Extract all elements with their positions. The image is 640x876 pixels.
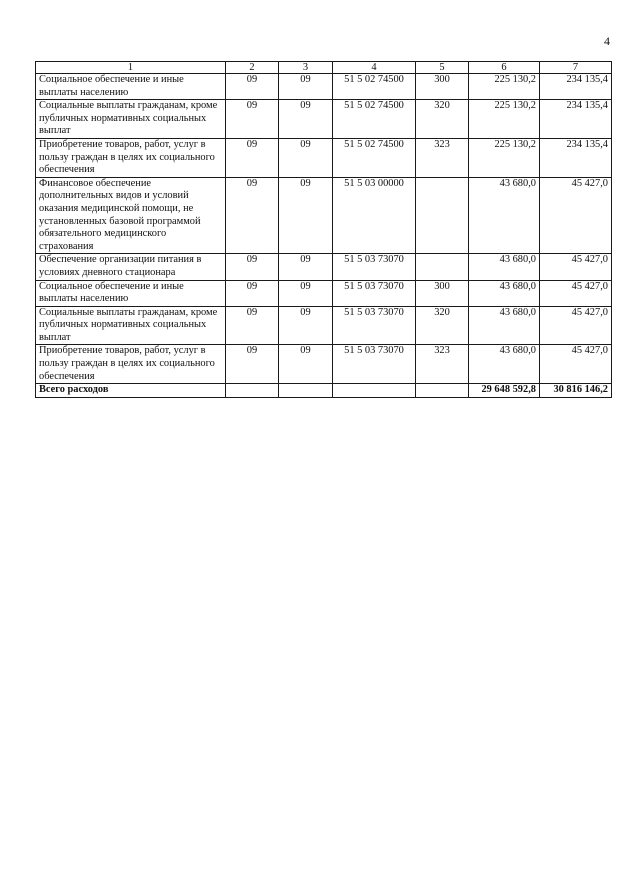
subsection-code: 09 (279, 177, 333, 254)
amount-year-2: 234 135,4 (540, 100, 612, 139)
total-year-2: 30 816 146,2 (540, 384, 612, 398)
amount-year-1: 225 130,2 (469, 74, 540, 100)
item-name: Социальное обеспечение и иные выплаты населению (36, 280, 226, 306)
subsection-code: 09 (279, 74, 333, 100)
table-row (36, 138, 612, 177)
table-row (36, 306, 612, 345)
header-row (36, 62, 612, 74)
amount-year-1: 225 130,2 (469, 138, 540, 177)
item-name: Социальное обеспечение и иные выплаты населению (36, 74, 226, 100)
section-code: 09 (226, 306, 279, 345)
total-row (36, 384, 612, 398)
amount-year-1: 225 130,2 (469, 100, 540, 139)
subsection-code: 09 (279, 138, 333, 177)
table-row (36, 345, 612, 384)
section-code: 09 (226, 280, 279, 306)
target-article-code: 51 5 03 73070 (333, 254, 416, 280)
amount-year-2: 45 427,0 (540, 345, 612, 384)
subsection-code: 09 (279, 100, 333, 139)
amount-year-2: 45 427,0 (540, 306, 612, 345)
target-article-code: 51 5 03 73070 (333, 306, 416, 345)
table-row (36, 254, 612, 280)
section-code: 09 (226, 100, 279, 139)
column-header: 2 (226, 62, 279, 74)
target-article-code: 51 5 03 73070 (333, 280, 416, 306)
amount-year-2: 45 427,0 (540, 254, 612, 280)
column-header: 4 (333, 62, 416, 74)
empty-cell (226, 384, 279, 398)
column-header: 5 (416, 62, 469, 74)
page-number: 4 (604, 34, 610, 48)
amount-year-2: 45 427,0 (540, 280, 612, 306)
expense-type-code: 300 (416, 74, 469, 100)
total-label: Всего расходов (36, 384, 226, 398)
empty-cell (279, 384, 333, 398)
amount-year-2: 45 427,0 (540, 177, 612, 254)
amount-year-1: 43 680,0 (469, 306, 540, 345)
empty-cell (416, 384, 469, 398)
expense-type-code (416, 254, 469, 280)
target-article-code: 51 5 02 74500 (333, 100, 416, 139)
table-row (36, 177, 612, 254)
column-header: 1 (36, 62, 226, 74)
item-name: Приобретение товаров, работ, услуг в пользу граждан в целях их социального обеспечения (36, 138, 226, 177)
amount-year-1: 43 680,0 (469, 177, 540, 254)
subsection-code: 09 (279, 345, 333, 384)
subsection-code: 09 (279, 280, 333, 306)
item-name: Приобретение товаров, работ, услуг в пользу граждан в целях их социального обеспечения (36, 345, 226, 384)
column-header: 7 (540, 62, 612, 74)
section-code: 09 (226, 177, 279, 254)
target-article-code: 51 5 02 74500 (333, 74, 416, 100)
amount-year-1: 43 680,0 (469, 280, 540, 306)
expense-type-code: 300 (416, 280, 469, 306)
item-name: Обеспечение организации питания в условиях дневного стационара (36, 254, 226, 280)
table-row (36, 280, 612, 306)
expense-type-code: 323 (416, 345, 469, 384)
expense-type-code: 320 (416, 306, 469, 345)
item-name: Социальные выплаты гражданам, кроме публичных нормативных социальных выплат (36, 306, 226, 345)
table-row (36, 74, 612, 100)
item-name: Финансовое обеспечение дополнительных видов и условий оказания медицинской помощи, не установленных базовой программой обязательного медицинского страхования (36, 177, 226, 254)
expenditure-table (35, 61, 612, 398)
expense-type-code: 323 (416, 138, 469, 177)
section-code: 09 (226, 138, 279, 177)
section-code: 09 (226, 254, 279, 280)
table-row (36, 100, 612, 139)
target-article-code: 51 5 03 00000 (333, 177, 416, 254)
amount-year-1: 43 680,0 (469, 254, 540, 280)
amount-year-1: 43 680,0 (469, 345, 540, 384)
section-code: 09 (226, 74, 279, 100)
amount-year-2: 234 135,4 (540, 138, 612, 177)
total-year-1: 29 648 592,8 (469, 384, 540, 398)
target-article-code: 51 5 02 74500 (333, 138, 416, 177)
column-header: 6 (469, 62, 540, 74)
section-code: 09 (226, 345, 279, 384)
subsection-code: 09 (279, 306, 333, 345)
subsection-code: 09 (279, 254, 333, 280)
target-article-code: 51 5 03 73070 (333, 345, 416, 384)
empty-cell (333, 384, 416, 398)
expense-type-code: 320 (416, 100, 469, 139)
item-name: Социальные выплаты гражданам, кроме публичных нормативных социальных выплат (36, 100, 226, 139)
amount-year-2: 234 135,4 (540, 74, 612, 100)
column-header: 3 (279, 62, 333, 74)
expense-type-code (416, 177, 469, 254)
